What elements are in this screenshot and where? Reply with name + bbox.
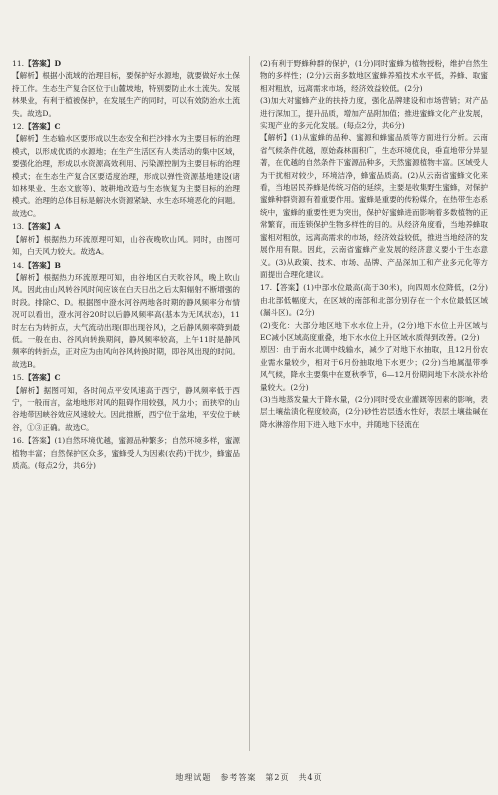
answer-item <box>12 58 240 120</box>
question-number: 11. <box>12 59 25 68</box>
answer-paragraph <box>260 320 488 345</box>
answer-label: 【答案】C <box>24 122 61 132</box>
answer-paragraph <box>12 260 240 272</box>
answer-paragraph <box>12 70 240 120</box>
answer-paragraph <box>12 385 240 435</box>
paragraph-text: (2)有利于野蜂种群的保护，(1分)同时蜜蜂为植物授粉，维护自然生物的多样性；(2分)云南多数地区蜜蜂养殖技术水平低，养蜂、取蜜相对粗放，远离需求市场，经济效益较低。(2分) <box>260 59 488 93</box>
column-divider <box>249 56 250 751</box>
answer-label: 【答案】D <box>24 59 62 68</box>
answer-label: 【答案】B <box>24 260 61 270</box>
answer-item <box>12 221 240 258</box>
answer-item <box>12 372 240 434</box>
answer-item <box>260 58 488 281</box>
answer-label: 【答案】C <box>24 373 61 383</box>
paragraph-text: 【解析】生态输水区要形成以生态安全和拦沙排水为主要目标的治理模式，以形成优质的水源地；在生产生活区有人类活动的集中区域，要强化治理，形成以水资源高效利用、污染源控制为主要目标的治理模式；在生态生产复合区要适度治理，形成以弹性资源基地建设(诸如林果业、生态文旅等)、坡耕地改造与生态恢复为主要目标的治理模式。治理的总体目标是解决水资源紧缺、水生态环境恶化的问题。故选C。 <box>12 134 240 218</box>
answer-item <box>12 260 240 372</box>
answer-item <box>12 121 240 220</box>
left-column <box>12 58 240 473</box>
paragraph-text: 【解析】根据热力环流原理可知，山谷夜晚吹山风。同时，由图可知，白天风力较大。故选A。 <box>12 234 240 257</box>
answer-paragraph <box>260 132 488 281</box>
paragraph-text: 原因：由于南水北调中线输水，减少了对地下水抽取，且12月份农业需水量较少，相对于6月份抽取地下水更少；(2分)当地属温带季风气候，降水主要集中在夏秋季节，6—12月份期间地下水淡水补给量较大。(2分) <box>260 345 488 392</box>
paragraph-text: 【解析】根据小流域的治理目标，要保护好水源地，就要做好水土保持工作。生态生产复合区位于山麓坡地，特别要防止水土流失。发展林果业，有利于植被保护，在发展生产的同时，可以有效防治水土流失。故选D。 <box>12 71 240 118</box>
question-number: 13. <box>12 222 25 232</box>
paragraph-text: (2)变化：大部分地区地下水水位上升，(2分)地下水位上升区域与EC减小区域高度重叠，地下水水位上升区域水质得到改善。(2分) <box>260 320 488 342</box>
answer-paragraph <box>260 394 488 431</box>
answer-paragraph <box>12 435 240 472</box>
answer-paragraph <box>12 133 240 220</box>
right-column <box>260 58 488 432</box>
paragraph-text: 【解析】(1)从蜜蜂的品种、蜜源和蜂蜜品质等方面进行分析。云南省气候条件优越，原始森林面积广，生态环境优良，垂直地带分异显著，在优越的自然条件下蜜源品种多，天然蜜源植物丰富。区域受人为干扰相对较少，环境洁净，蜂蜜品质高。(2)从云南省蜜蜂文化来看，当地居民养蜂是传统习俗的延续，主要是收集野生蜜蜂，对保护蜜蜂种群资源有着重要作用。蜜蜂是重要的传粉媒介，在热带生态系统中，蜜蜂的重要性更为突出，保护好蜜蜂进而影响着多数植物的正常繁育，而连锁保护生物多样性的目的。从经济角度看，当地养蜂取蜜相对粗放，远离高需求的市场，经济效益较低，推进当地经济的发展作用有限。因此，云南省蜜蜂产业发展的经济意义要小于生态意义。(3)从政策、技术、市场、品牌、产品深加工和产业多元化等方面提出合理化建议。 <box>260 133 488 279</box>
answer-item <box>260 282 488 431</box>
answer-label: 【答案】A <box>24 222 61 232</box>
question-number: 12. <box>12 122 25 132</box>
question-number: 16. <box>12 436 25 446</box>
answer-paragraph <box>12 121 240 133</box>
question-number: 14. <box>12 260 25 270</box>
answer-paragraph <box>260 95 488 132</box>
question-number: 17. <box>260 283 273 293</box>
answer-paragraph <box>12 234 240 259</box>
answer-paragraph <box>12 272 240 371</box>
paragraph-text: (3)当地蒸发量大于降水量，(2分)同时受农业灌溉等因素的影响，表层土壤盐渍化程度较高，(2分)砂性岩层透水性好，表层土壤盐碱在降水淋溶作用下进入地下水中，并随地下径流在 <box>260 394 488 429</box>
answer-paragraph <box>260 58 488 95</box>
page-footer: 地理试题 参考答案 第2页 共4页 <box>175 773 323 782</box>
paragraph-text: 【解析】根据热力环流原理可知，由谷地区白天吹谷风，晚上吹山风。因此由山风转谷风时间应该在白天日出之后太阳辐射不断增强的时段。排除C、D。根据图中澄水河谷两地各时期的静风频率分布情况可以看出，澄水河谷20时以后静风频率高(基本为无风状态)，11时左右为转折点，大气流动出现(即出现谷风)，之后静风频率降到最低。一般在由、谷风向转换期间，静风频率较高，上午11时是静风频率的转折点，正对应为由风向谷风转换时期，即谷风出现的时间。故选B。 <box>12 272 240 369</box>
answer-paragraph <box>12 221 240 233</box>
paragraph-text: 【答案】(1)自然环境优越，蜜源品种繁多；自然环境多样，蜜源植物丰富；自然保护区众多，蜜蜂受人为因素(农药)干扰少，蜂蜜品质高。(每点2分，共6分) <box>12 436 240 470</box>
question-number: 15. <box>12 373 25 383</box>
paragraph-text: 【答案】(1)中部水位最高(高于30米)，向四周水位降低，(2分)由北部低幅度大，在区域的南部和北部分别存在一个水位最低区域(漏斗区)。(2分) <box>260 283 488 318</box>
answer-item <box>12 435 240 472</box>
answer-paragraph <box>260 344 488 394</box>
paragraph-text: (3)加大对蜜蜂产业的扶持力度，强化品牌建设和市场营销；对产品进行深加工，提升品质，增加产品附加值；推进蜜蜂文化产业发展，实现产业的多元化发展。(每点2分，共6分) <box>260 96 488 131</box>
answer-paragraph <box>12 372 240 384</box>
answer-paragraph <box>12 58 240 70</box>
paragraph-text: 【解析】据图可知，各时间点平安风速高于西宁，静风频率低于西宁，一般而言，盆地地形对风的阻碍作用较强，风力小；而狭窄的山谷地带因峡谷效应风速较大。因此推断，西宁位于盆地，平安位于峡谷，①③正确。故选C。 <box>12 385 240 432</box>
answer-paragraph <box>260 282 488 319</box>
